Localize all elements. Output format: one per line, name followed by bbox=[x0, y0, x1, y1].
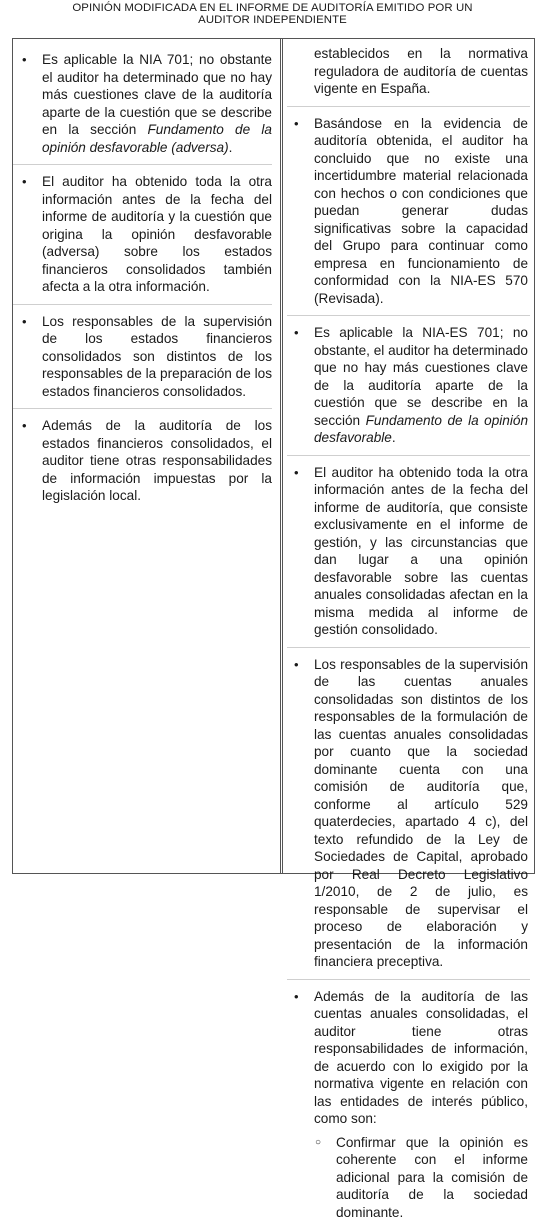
left-item-1-text: Es aplicable la NIA 701; no obstante el auditor ha determinado que no hay más cuestiones clave de la auditoría aparte de la cuestión que se describe en la sección bbox=[42, 52, 272, 137]
left-item-2 bbox=[18, 173, 272, 296]
left-item-2-text: El auditor ha obtenido toda la otra información antes de la fecha del informe de auditoría y la cuestión que origina la opinión desfavorable (adversa) sobre los estados financieros consolidados también afecta a la otra información. bbox=[42, 174, 272, 294]
page-header bbox=[0, 2, 545, 26]
bullet-icon: • bbox=[22, 173, 27, 191]
row-separator bbox=[13, 408, 272, 409]
bullet-icon: • bbox=[294, 656, 299, 674]
bullet-icon: • bbox=[294, 115, 299, 133]
left-item-4 bbox=[18, 417, 272, 505]
row-separator bbox=[287, 455, 530, 456]
left-item-4-text: Además de la auditoría de los estados financieros consolidados, el auditor tiene otras responsabilidades de información impuestas por la legislación local. bbox=[42, 418, 272, 503]
header-line-1: OPINIÓN MODIFICADA EN EL INFORME DE AUDITORÍA EMITIDO POR UN bbox=[0, 2, 545, 14]
circle-bullet-icon: ○ bbox=[315, 1134, 321, 1152]
left-item-3 bbox=[18, 313, 272, 401]
right-item-1 bbox=[290, 115, 528, 308]
right-item-3-text: El auditor ha obtenido toda la otra información antes de la fecha del informe de auditoría, que consiste exclusivamente en el informe de gestión, y las circunstancias que dan lugar a una opinión desfavorable sobre las cuentas anuales consolidadas afectan en la misma medida al informe de gestión consolidado. bbox=[314, 465, 528, 638]
row-separator bbox=[13, 304, 272, 305]
right-item-5-text: Además de la auditoría de las cuentas anuales consolidadas, el auditor tiene otras responsabilidades de información, de acuerdo con lo exigido por la normativa vigente en relación con las entidades de interés público, como son: bbox=[314, 989, 528, 1127]
bullet-icon: • bbox=[294, 464, 299, 482]
row-separator bbox=[13, 164, 272, 165]
right-item-4-text: Los responsables de la supervisión de las cuentas anuales consolidadas son distintos de los responsables de la formulación de las cuentas anuales consolidadas por cuanto que la sociedad dominante cuenta con una comisión de auditoría que, conforme al artículo 529 quaterdecies, apartado 4 c), del texto refundido de la Ley de Sociedades de Capital, aprobado por Real Decreto Legislativo 1/2010, de 2 de julio, es responsable de supervisar el proceso de elaboración y presentación de la información financiera preceptiva. bbox=[314, 657, 528, 970]
column-divider bbox=[280, 39, 283, 873]
bullet-icon: • bbox=[22, 417, 27, 435]
right-item-4 bbox=[290, 656, 528, 971]
right-column bbox=[290, 45, 528, 1221]
row-separator bbox=[287, 315, 530, 316]
row-separator bbox=[287, 979, 530, 980]
bullet-icon: • bbox=[294, 324, 299, 342]
right-item-2-italic: Fundamento de la opinión desfavorable bbox=[314, 413, 528, 446]
bullet-icon: • bbox=[22, 313, 27, 331]
left-item-1-end: . bbox=[229, 140, 233, 155]
right-item-5 bbox=[290, 988, 528, 1128]
left-item-3-text: Los responsables de la supervisión de los estados financieros consolidados son distintos de los responsables de la preparación de los estados financieros consolidados. bbox=[42, 314, 272, 399]
right-item-2-end: . bbox=[392, 430, 396, 445]
right-item-3 bbox=[290, 464, 528, 639]
bullet-icon: • bbox=[294, 988, 299, 1006]
row-separator bbox=[287, 647, 530, 648]
right-continued-span: establecidos en la normativa reguladora de auditoría de cuentas vigente en España. bbox=[314, 46, 528, 96]
right-subitem-1-text: Confirmar que la opinión es coherente con el informe adicional para la comisión de auditoría de la sociedad dominante. bbox=[336, 1135, 528, 1220]
left-column bbox=[18, 51, 272, 522]
bullet-icon: • bbox=[22, 51, 27, 69]
left-item-1 bbox=[18, 51, 272, 156]
left-item-1-italic: Fundamento de la opinión desfavorable (adversa) bbox=[42, 122, 272, 155]
row-separator bbox=[287, 106, 530, 107]
right-continued-text bbox=[290, 45, 528, 98]
header-line-2: AUDITOR INDEPENDIENTE bbox=[0, 14, 545, 26]
right-item-2-text: Es aplicable la NIA-ES 701; no obstante, el auditor ha determinado que no hay más cuestiones clave de la auditoría aparte de la cuestión que se describe en la sección bbox=[314, 325, 528, 428]
right-subitem-1 bbox=[290, 1134, 528, 1221]
right-item-2 bbox=[290, 324, 528, 447]
right-item-1-text: Basándose en la evidencia de auditoría obtenida, el auditor ha concluido que no existe una incertidumbre material relacionada con hechos o con condiciones que puedan generar dudas significativas sobre la capacidad del Grupo para continuar como empresa en funcionamiento de conformidad con la NIA-ES 570 (Revisada). bbox=[314, 116, 528, 306]
comparison-table bbox=[12, 38, 535, 874]
